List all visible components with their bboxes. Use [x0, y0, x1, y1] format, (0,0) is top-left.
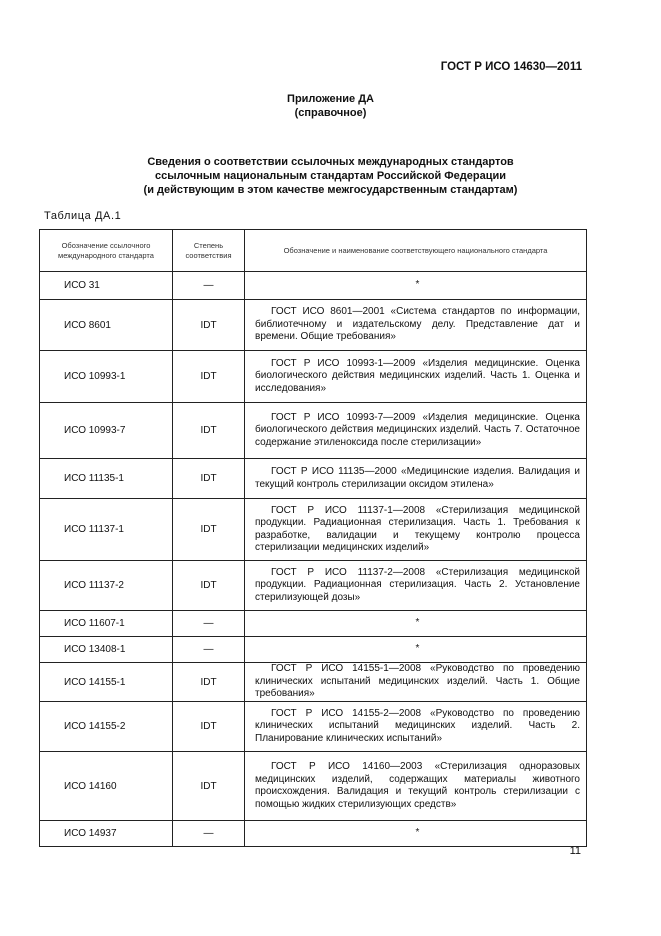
cell-national [245, 300, 587, 351]
table-label: Таблица ДА.1 [44, 210, 122, 222]
cell-degree: — [173, 611, 245, 637]
table-row [40, 611, 587, 637]
national-text: ГОСТ Р ИСО 11137-1—2008 «Стерилизация медицинской продукции. Радиационная стерилизация. Часть 1. Требования к разработке, валидации и текущему контролю процесса стерилизации медицинских изделий» [255, 504, 580, 553]
cell-national [245, 499, 587, 561]
cell-degree: IDT [173, 663, 245, 702]
table-row [40, 499, 587, 561]
cell-national: * [245, 272, 587, 300]
cell-degree: IDT [173, 752, 245, 821]
appendix-subtitle: (справочное) [294, 107, 367, 119]
table-row [40, 561, 587, 611]
cell-national: * [245, 611, 587, 637]
cell-degree: IDT [173, 561, 245, 611]
cell-national [245, 561, 587, 611]
national-text: ГОСТ ИСО 8601—2001 «Система стандартов по информации, библиотечному и издательскому делу. Представление дат и времени. Общие требования» [255, 306, 580, 343]
header-col2-line2: соответствия [185, 250, 232, 260]
cell-degree: IDT [173, 702, 245, 752]
cell-standard: ИСО 31 [40, 272, 173, 300]
cell-degree: IDT [173, 351, 245, 403]
appendix-heading [0, 92, 661, 120]
header-col1-line1: Обозначение ссылочного [61, 240, 151, 250]
national-text: ГОСТ Р ИСО 11135—2000 «Медицинские изделия. Валидация и текущий контроль стерилизации оксидом этилена» [255, 466, 580, 490]
cell-national: * [245, 637, 587, 663]
cell-degree: IDT [173, 300, 245, 351]
header-degree [173, 230, 245, 272]
cell-national [245, 459, 587, 499]
cell-standard: ИСО 10993-1 [40, 351, 173, 403]
table-row [40, 459, 587, 499]
table-row [40, 403, 587, 459]
document-code: ГОСТ Р ИСО 14630—2011 [440, 61, 582, 73]
cell-national: * [245, 821, 587, 847]
cell-standard: ИСО 14937 [40, 821, 173, 847]
cell-degree: IDT [173, 403, 245, 459]
cell-standard: ИСО 8601 [40, 300, 173, 351]
cell-degree: — [173, 821, 245, 847]
national-text: ГОСТ Р ИСО 14155-2—2008 «Руководство по проведению клинических испытаний медицинских изделий. Часть 2. Планирование клинических испытаний» [255, 707, 580, 744]
appendix-title: Приложение ДА [287, 93, 374, 105]
cell-standard: ИСО 14160 [40, 752, 173, 821]
cell-standard: ИСО 10993-7 [40, 403, 173, 459]
national-text: ГОСТ Р ИСО 10993-7—2009 «Изделия медицинские. Оценка биологического действия медицинских изделий. Часть 7. Остаточное содержание этиленоксида после стерилизации» [255, 411, 580, 448]
table-row [40, 821, 587, 847]
section-title [0, 155, 661, 197]
title-line-2: ссылочным национальным стандартам Российской Федерации [154, 170, 507, 182]
national-text: ГОСТ Р ИСО 14160—2003 «Стерилизация одноразовых медицинских изделий, содержащих материалы животного происхождения. Валидация и текущий контроль стерилизации с помощью жидких стерилизующих средств» [255, 761, 580, 810]
cell-degree: IDT [173, 459, 245, 499]
cell-national [245, 752, 587, 821]
correspondence-table [39, 229, 587, 847]
title-line-1: Сведения о соответствии ссылочных международных стандартов [147, 156, 514, 168]
cell-national [245, 403, 587, 459]
header-col2-line1: Степень [193, 240, 224, 250]
cell-degree: — [173, 272, 245, 300]
cell-standard: ИСО 11137-2 [40, 561, 173, 611]
cell-standard: ИСО 14155-1 [40, 663, 173, 702]
cell-standard: ИСО 14155-2 [40, 702, 173, 752]
cell-national [245, 351, 587, 403]
table-row [40, 351, 587, 403]
header-international-standard [40, 230, 173, 272]
cell-standard: ИСО 11137-1 [40, 499, 173, 561]
cell-national [245, 702, 587, 752]
cell-degree: IDT [173, 499, 245, 561]
table-row [40, 272, 587, 300]
table-row [40, 702, 587, 752]
cell-degree: — [173, 637, 245, 663]
table-header-row [40, 230, 587, 272]
table-row [40, 663, 587, 702]
national-text: ГОСТ Р ИСО 11137-2—2008 «Стерилизация медицинской продукции. Радиационная стерилизация. Часть 2. Установление стерилизующей дозы» [255, 566, 580, 603]
table-row [40, 752, 587, 821]
cell-standard: ИСО 13408-1 [40, 637, 173, 663]
national-text: ГОСТ Р ИСО 14155-1—2008 «Руководство по проведению клинических испытаний медицинских изделий. Часть 1. Общие требования» [255, 663, 580, 700]
national-text: ГОСТ Р ИСО 10993-1—2009 «Изделия медицинские. Оценка биологического действия медицинских изделий. Часть 1. Оценка и исследования» [255, 357, 580, 394]
header-col1-line2: международного стандарта [58, 250, 154, 260]
table-row [40, 637, 587, 663]
cell-national [245, 663, 587, 702]
title-line-3: (и действующим в этом качестве межгосударственным стандартам) [143, 184, 518, 196]
cell-standard: ИСО 11135-1 [40, 459, 173, 499]
cell-standard: ИСО 11607-1 [40, 611, 173, 637]
header-national-standard: Обозначение и наименование соответствующего национального стандарта [245, 230, 587, 272]
page-number: 11 [569, 845, 581, 857]
table-row [40, 300, 587, 351]
